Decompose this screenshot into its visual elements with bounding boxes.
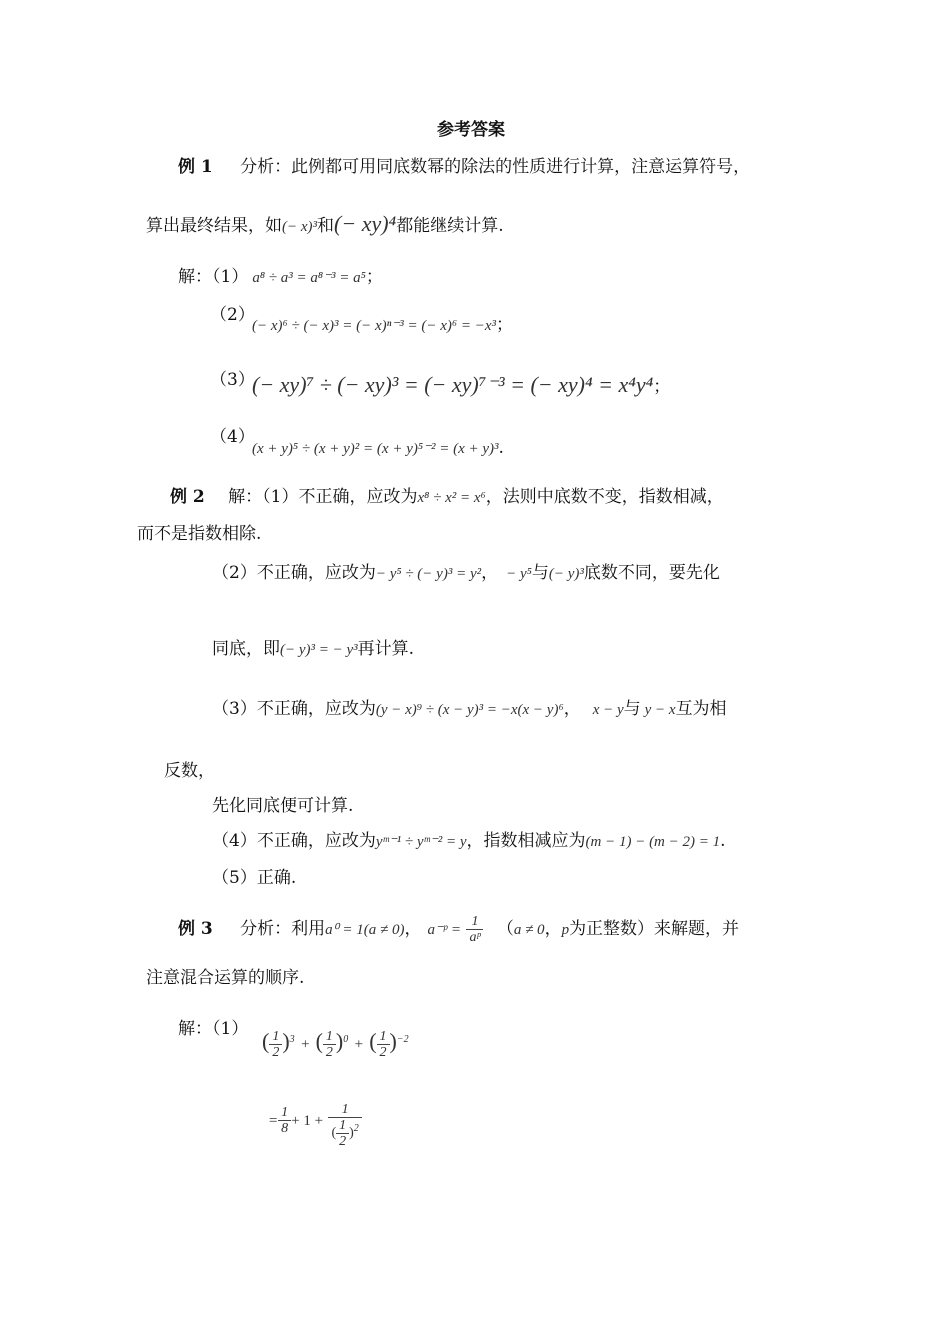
- paren: (: [262, 1028, 270, 1054]
- example-2-label: 例 2: [170, 487, 205, 507]
- answer-text: （3）不正确，应改为: [212, 699, 376, 719]
- connector-text: 与: [531, 563, 549, 583]
- step-label: （2）: [210, 305, 255, 325]
- analysis-text: 分析：利用: [240, 919, 326, 939]
- math-expression: (− y)³: [548, 566, 584, 582]
- solution-step-2: [210, 304, 255, 326]
- solution-step-4: [210, 426, 255, 448]
- paren: ): [349, 1125, 354, 1141]
- exponent: 2: [353, 1123, 359, 1135]
- punctuation: ；: [653, 377, 671, 397]
- solution-label: 解：（1）: [178, 1019, 249, 1039]
- paren: (: [369, 1028, 377, 1054]
- example-3-solution: [178, 1018, 248, 1040]
- punctuation: .: [498, 438, 504, 458]
- solution-step-1: [178, 266, 383, 289]
- fraction: [336, 1118, 349, 1149]
- analysis-text: 算出最终结果，如: [146, 216, 282, 236]
- fraction-denominator: 2: [339, 1134, 347, 1149]
- example-2-item-1: [170, 486, 724, 509]
- math-expression: (− y)³ = − y³: [280, 642, 358, 658]
- example-2-item-4: [212, 830, 726, 853]
- step-label: （4）: [210, 427, 255, 447]
- answer-text: 解：（1）不正确，应改为: [228, 487, 418, 507]
- exponent: 0: [343, 1034, 349, 1045]
- solution-step-3: [210, 369, 255, 391]
- fraction-denominator: 8: [281, 1121, 289, 1136]
- example-2-item-2: [212, 562, 720, 585]
- paren: (: [315, 1028, 323, 1054]
- math-expression: (− x)⁶ ÷ (− x)³ = (− x)ⁿ⁻³ = (− x)⁶ = −x³: [252, 318, 497, 334]
- punctuation: ；: [365, 267, 383, 287]
- step-label: （3）: [210, 370, 255, 390]
- answer-text: 互为相: [675, 699, 727, 719]
- answer-text: 同底，即: [212, 639, 280, 659]
- fraction-numerator: 1: [466, 914, 483, 930]
- solution-label: 解：（1）: [178, 267, 249, 287]
- analysis-text: 分析：此例都可用同底数幂的除法的性质进行计算，注意运算符号，: [240, 157, 751, 177]
- fraction-numerator: 1: [377, 1029, 390, 1045]
- fraction-denominator: 2: [272, 1044, 280, 1060]
- math-expression: a⁰ = 1(a ≠ 0): [325, 922, 405, 938]
- paren: ): [389, 1028, 397, 1054]
- fraction-denominator: 2: [325, 1044, 333, 1060]
- example-2-item-3-cont2: 先化同底便可计算.: [212, 796, 354, 816]
- math-expression: (x + y)⁵ ÷ (x + y)² = (x + y)⁵⁻² = (x + y)³: [252, 441, 499, 457]
- math-expression: y − x: [644, 702, 676, 718]
- example-3-result: [268, 1100, 362, 1170]
- math-expression: x⁸ ÷ x² = x⁶: [417, 490, 486, 506]
- operator: + 1 +: [291, 1113, 324, 1129]
- answer-text: 再计算.: [357, 639, 415, 659]
- punctuation: ，: [563, 699, 581, 719]
- example-3-analysis-cont: 注意混合运算的顺序.: [146, 968, 305, 988]
- fraction-numerator: 1: [336, 1118, 349, 1134]
- fraction: [328, 1102, 361, 1149]
- example-2-item-5: （5）正确.: [212, 868, 297, 888]
- fraction-denominator: aᵖ: [469, 930, 481, 945]
- connector-text: 与: [623, 699, 641, 719]
- answer-text: （2）不正确，应改为: [212, 563, 376, 583]
- example-2-item-1-cont: 而不是指数相除.: [137, 524, 262, 544]
- solution-step-3-math: [252, 374, 670, 398]
- exponent: 3: [289, 1034, 295, 1045]
- punctuation: .: [720, 831, 726, 851]
- analysis-text: 为正整数）来解题，并: [569, 919, 740, 939]
- paren: ): [282, 1028, 290, 1054]
- example-3-expression: [262, 1015, 409, 1065]
- math-expression: (m − 1) − (m − 2) = 1: [585, 834, 721, 850]
- punctuation: ，: [544, 919, 562, 939]
- fraction-numerator: 1: [269, 1029, 282, 1045]
- fraction: [269, 1029, 282, 1060]
- fraction: [377, 1029, 390, 1060]
- math-expression: p: [561, 922, 570, 938]
- math-expression: (− x)³: [282, 219, 318, 235]
- fraction-numerator: 1: [328, 1102, 361, 1118]
- operator: +: [300, 1036, 311, 1053]
- example-3-label: 例 3: [178, 919, 213, 939]
- paren: ): [335, 1028, 344, 1054]
- connector-text: 和: [317, 216, 335, 236]
- fraction: [466, 914, 483, 945]
- operator: +: [353, 1036, 364, 1053]
- punctuation: ，: [481, 563, 499, 583]
- math-expression: (y − x)⁹ ÷ (x − y)³ = −x(x − y)⁶: [375, 702, 564, 718]
- solution-step-4-math: [252, 437, 504, 460]
- example-1-analysis: [178, 156, 750, 178]
- answer-text: 底数不同，要先化: [583, 563, 720, 583]
- example-2-item-2-cont: [212, 638, 414, 661]
- fraction-numerator: 1: [278, 1105, 291, 1121]
- math-expression: − y⁵ ÷ (− y)³ = y²: [375, 566, 482, 582]
- fraction-numerator: 1: [323, 1029, 336, 1045]
- operator: =: [268, 1113, 279, 1129]
- answer-text: ，法则中底数不变，指数相减，: [485, 487, 724, 507]
- fraction-denominator: 2: [379, 1044, 387, 1060]
- math-expression: yᵐ⁻¹ ÷ yᵐ⁻² = y: [375, 834, 467, 850]
- punctuation: ，: [404, 919, 422, 939]
- fraction: [323, 1029, 336, 1060]
- math-expression: (− xy)⁷ ÷ (− xy)³ = (− xy)⁷⁻³ = (− xy)⁴ = x⁴y⁴: [252, 372, 654, 397]
- answer-text: （4）不正确，应改为: [212, 831, 376, 851]
- example-1-label: 例 1: [178, 157, 213, 177]
- fraction: [278, 1105, 291, 1136]
- solution-step-2-math: [252, 314, 513, 337]
- math-expression: − y⁵: [506, 566, 532, 582]
- math-expression: (− xy)⁴: [334, 211, 397, 236]
- math-expression: x − y: [592, 702, 624, 718]
- math-expression: a⁻ᵖ =: [427, 922, 462, 938]
- example-1-analysis-cont: [146, 213, 504, 238]
- math-expression: a ≠ 0: [513, 922, 545, 938]
- paren: (: [331, 1125, 337, 1141]
- example-3-analysis: [178, 914, 739, 945]
- exponent: −2: [396, 1034, 409, 1045]
- example-2-item-3: [212, 698, 727, 721]
- example-2-item-3-cont: 反数，: [164, 761, 215, 781]
- punctuation: （: [496, 919, 514, 939]
- fraction-denominator: [328, 1118, 361, 1149]
- analysis-text: 都能继续计算.: [396, 216, 504, 236]
- punctuation: ；: [496, 315, 514, 335]
- answer-text: ，指数相减应为: [466, 831, 586, 851]
- math-expression: a⁸ ÷ a³ = a⁸⁻³ = a⁵: [252, 270, 366, 286]
- page-title: 参考答案: [437, 120, 505, 140]
